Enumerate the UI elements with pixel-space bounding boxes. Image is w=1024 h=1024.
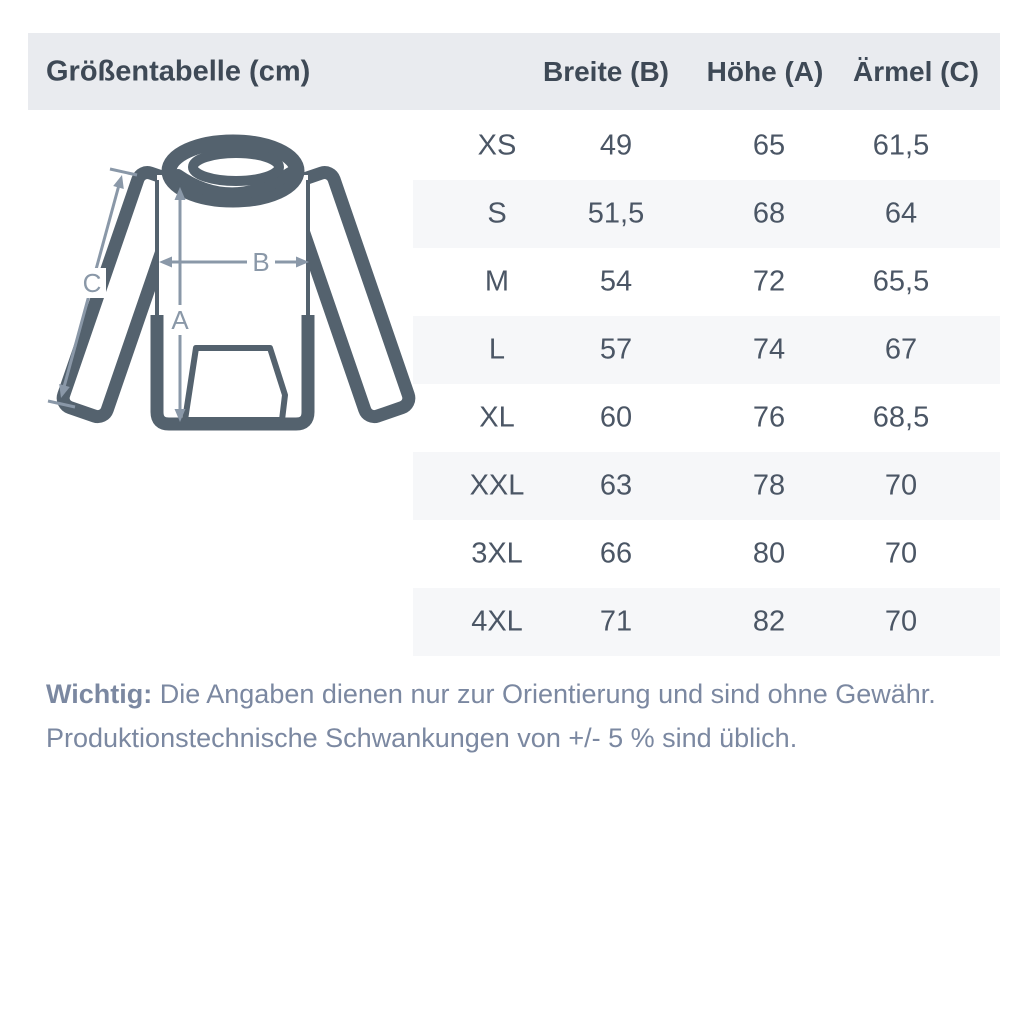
size-cell: XXL [469, 469, 525, 502]
breite-cell: 63 [599, 469, 633, 502]
hoehe-cell: 80 [752, 537, 786, 570]
size-cell: XL [479, 401, 515, 434]
disclaimer-prefix: Wichtig: [46, 679, 153, 709]
size-cell: S [487, 197, 507, 230]
table-row [413, 248, 1000, 316]
hoehe-cell: 72 [752, 265, 786, 298]
size-cell: M [484, 265, 510, 298]
size-cell: 4XL [471, 605, 523, 638]
hoehe-cell: 68 [752, 197, 786, 230]
page-title: Größentabelle (cm) [46, 55, 311, 87]
aermel-cell: 64 [884, 197, 918, 230]
breite-cell: 71 [599, 605, 633, 638]
table-row [413, 520, 1000, 588]
size-cell: XS [477, 129, 517, 162]
size-cell: L [488, 333, 506, 366]
column-header-breite: Breite (B) [542, 55, 670, 87]
breite-cell: 49 [599, 129, 633, 162]
hoehe-cell: 65 [752, 129, 786, 162]
hoodie-diagram [28, 125, 428, 470]
breite-cell: 51,5 [587, 197, 645, 230]
aermel-cell: 68,5 [872, 401, 930, 434]
measure-b-label: B [252, 247, 270, 277]
hoehe-cell: 82 [752, 605, 786, 638]
disclaimer-text-1: Die Angaben dienen nur zur Orientierung und sind ohne Gewähr. [152, 679, 936, 709]
aermel-cell: 70 [884, 605, 918, 638]
hoehe-cell: 74 [752, 333, 786, 366]
disclaimer-line-1 [46, 672, 986, 716]
column-header-aermel: Ärmel (C) [852, 55, 980, 87]
disclaimer-note [46, 672, 986, 760]
hoodie-pocket [185, 348, 285, 420]
measure-a-label: A [171, 305, 189, 335]
hoehe-cell: 76 [752, 401, 786, 434]
table-row [413, 588, 1000, 656]
breite-cell: 54 [599, 265, 633, 298]
size-cell: 3XL [471, 537, 523, 570]
hoehe-cell: 78 [752, 469, 786, 502]
header-band [28, 33, 1000, 110]
column-header-hoehe: Höhe (A) [706, 55, 824, 87]
breite-cell: 60 [599, 401, 633, 434]
breite-cell: 57 [599, 333, 633, 366]
aermel-cell: 70 [884, 469, 918, 502]
hood-inner-ring [193, 153, 279, 181]
table-row [413, 316, 1000, 384]
table-row [413, 452, 1000, 520]
aermel-cell: 67 [884, 333, 918, 366]
disclaimer-line-2: Produktionstechnische Schwankungen von +/- 5 % sind üblich. [46, 723, 798, 753]
table-row [413, 112, 1000, 180]
table-row [413, 384, 1000, 452]
aermel-cell: 61,5 [872, 129, 930, 162]
measure-c-label: C [82, 268, 102, 298]
size-table [413, 112, 1000, 656]
aermel-cell: 65,5 [872, 265, 930, 298]
aermel-cell: 70 [884, 537, 918, 570]
table-row [413, 180, 1000, 248]
breite-cell: 66 [599, 537, 633, 570]
